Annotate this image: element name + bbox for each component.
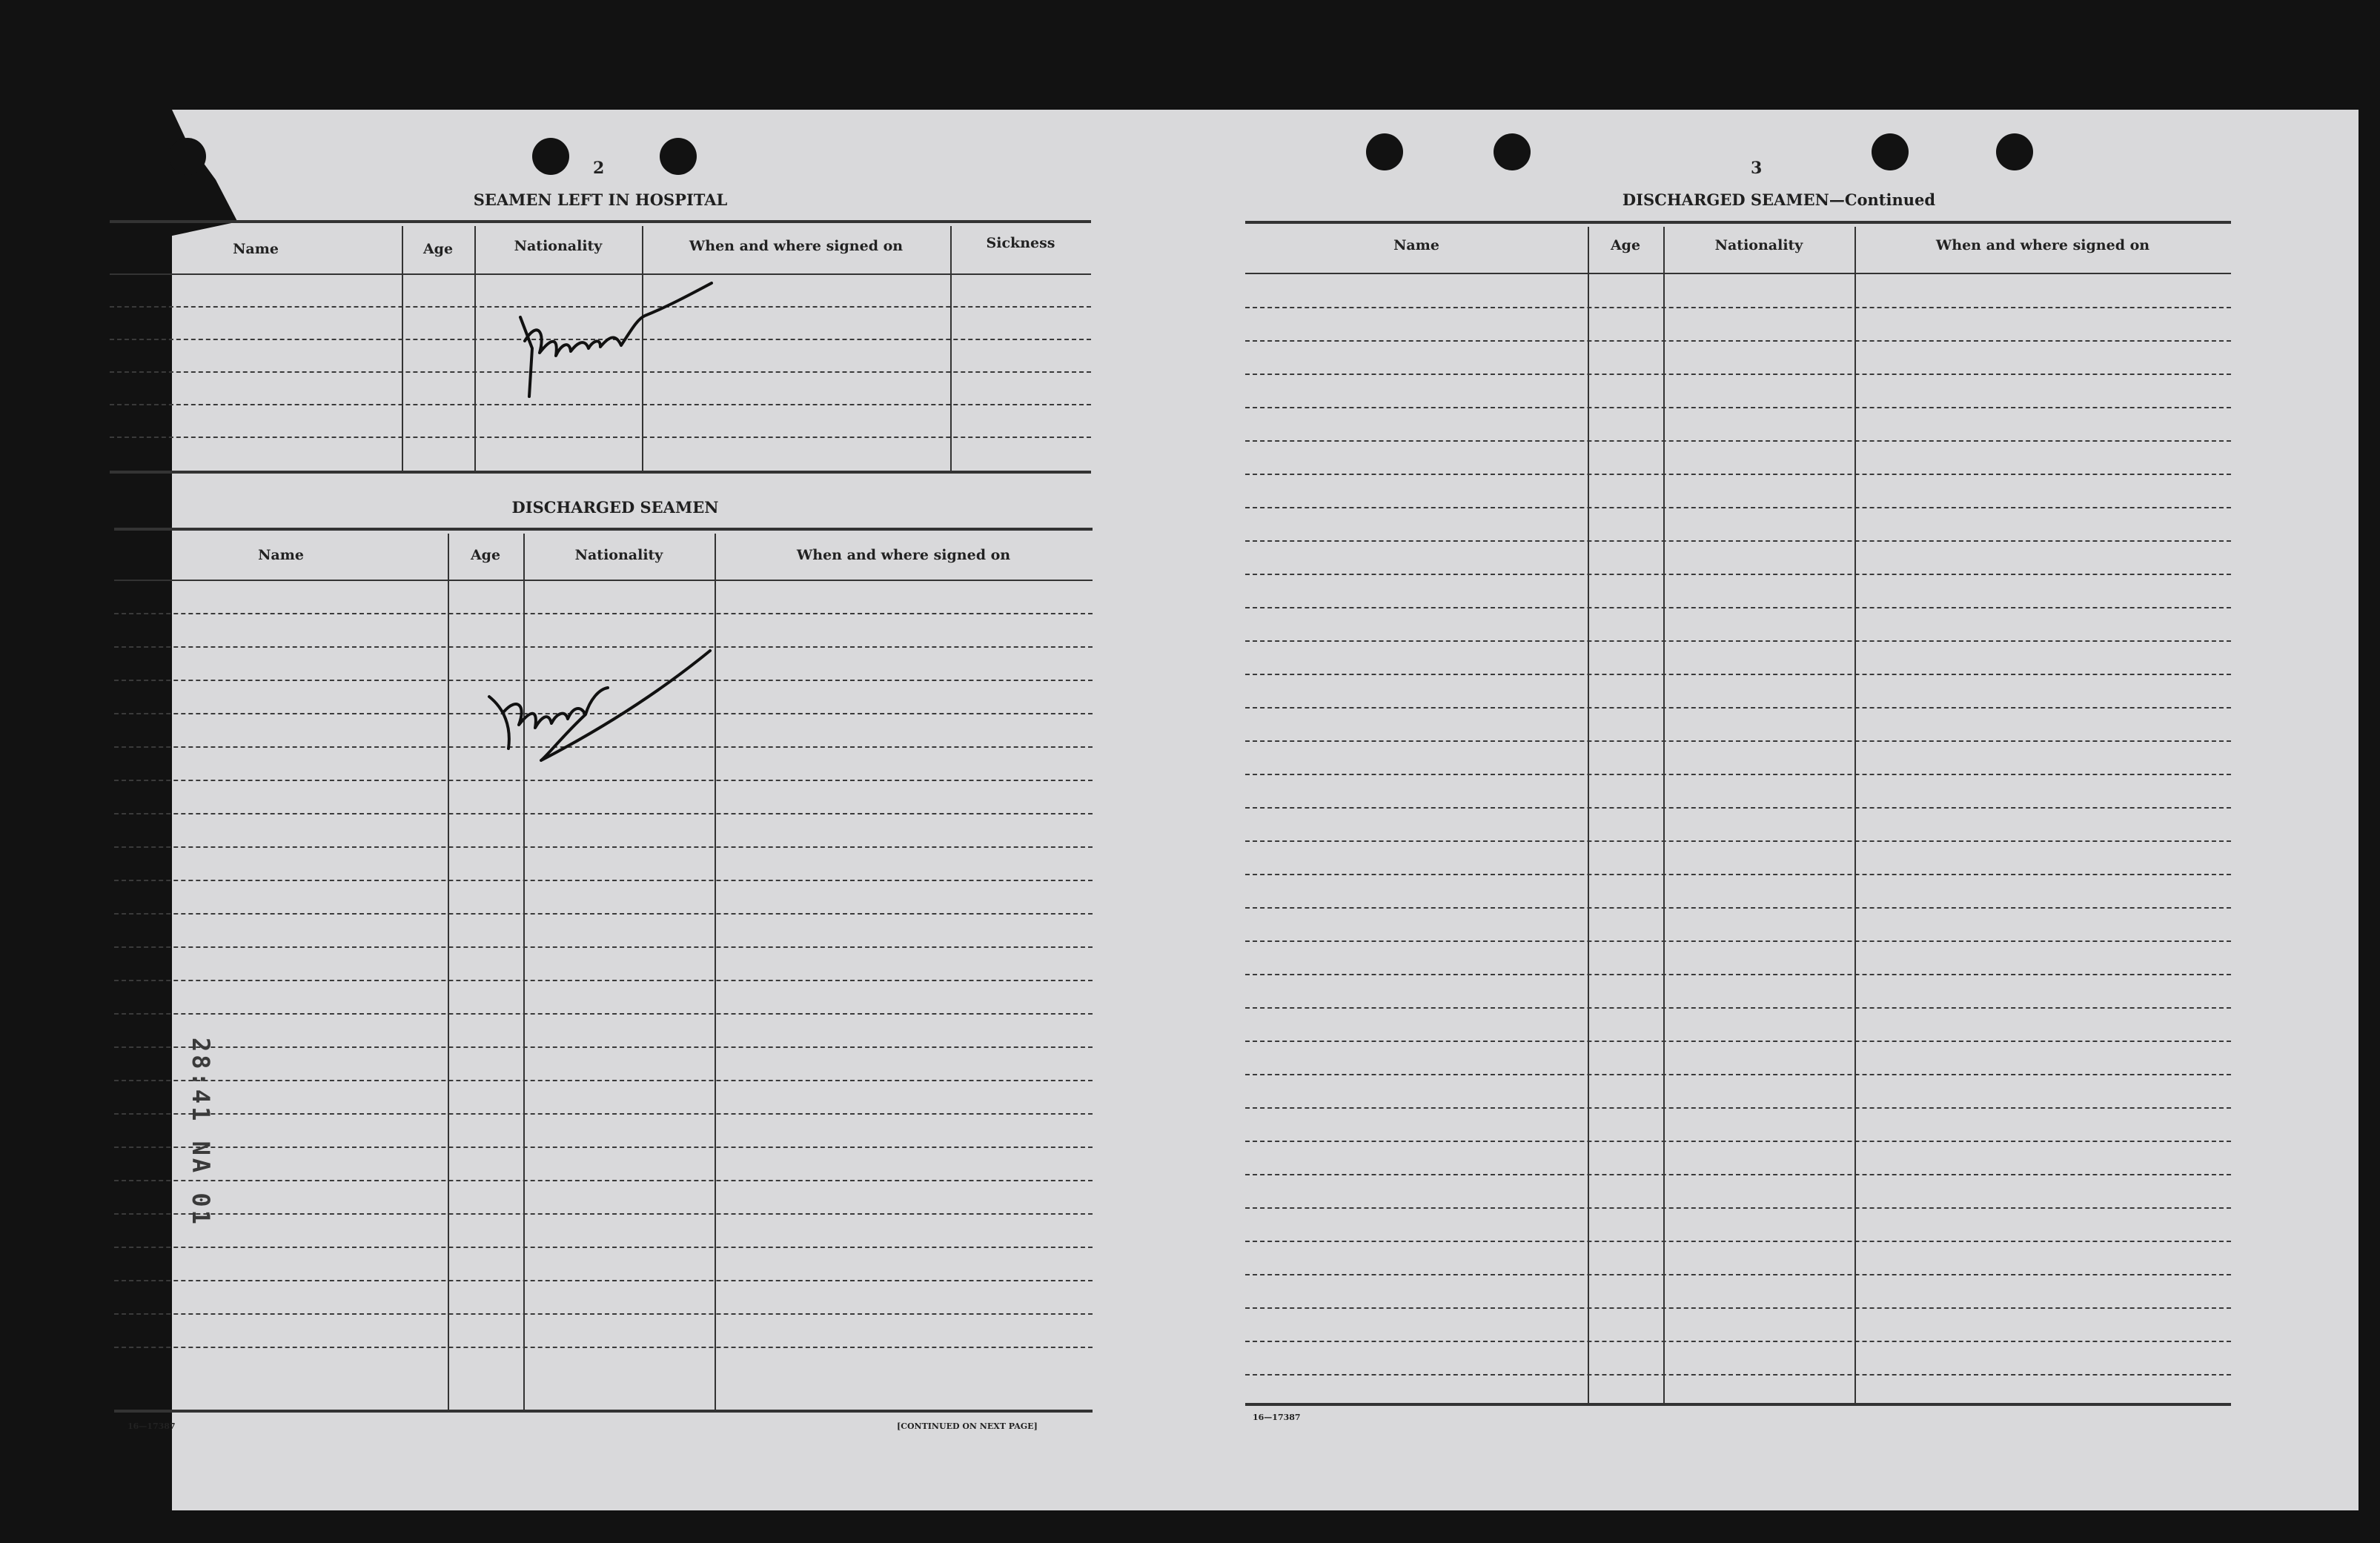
punch-hole [1494, 133, 1531, 170]
punch-hole [169, 138, 206, 175]
right-col-name: Name [1393, 237, 1439, 253]
hospital-col-sickness: Sickness [986, 235, 1055, 251]
hospital-col-age: Age [422, 241, 454, 257]
right-col-age: Age [1610, 237, 1641, 253]
continued-note: [CONTINUED ON NEXT PAGE] [897, 1421, 1038, 1431]
discharged-none-signature [474, 637, 719, 771]
punch-hole [1996, 133, 2033, 170]
hospital-section-title: SEAMEN LEFT IN HOSPITAL [473, 190, 728, 209]
discharged-col-age: Age [470, 547, 501, 563]
hospital-none-signature [497, 274, 719, 408]
right-col-signed-on: When and where signed on [1935, 237, 2150, 253]
right-section-title [1557, 190, 2001, 209]
right-col-nationality: Nationality [1714, 237, 1803, 253]
right-page-number: 3 [1751, 159, 1763, 178]
hospital-col-name: Name [233, 241, 279, 257]
discharged-table-right [1245, 221, 2231, 1407]
hospital-col-nationality: Nationality [514, 238, 603, 254]
punch-hole [1366, 133, 1403, 170]
right-title-main: DISCHARGED SEAMEN [1622, 190, 1829, 209]
punch-hole [1872, 133, 1909, 170]
hospital-col-signed-on: When and where signed on [689, 238, 904, 254]
discharged-col-nationality: Nationality [574, 547, 663, 563]
date-stamp: 28:41 NA 01 [187, 1038, 215, 1227]
discharged-col-name: Name [258, 547, 304, 563]
left-form-number: 16—17387 [127, 1421, 176, 1431]
punch-hole [532, 138, 569, 175]
discharged-section-title: DISCHARGED SEAMEN [511, 498, 719, 517]
left-page-number: 2 [593, 159, 605, 178]
right-form-number: 16—17387 [1253, 1413, 1301, 1422]
punch-hole [660, 138, 697, 175]
right-title-suffix: —Continued [1829, 190, 1936, 209]
discharged-col-signed-on: When and where signed on [796, 547, 1011, 563]
